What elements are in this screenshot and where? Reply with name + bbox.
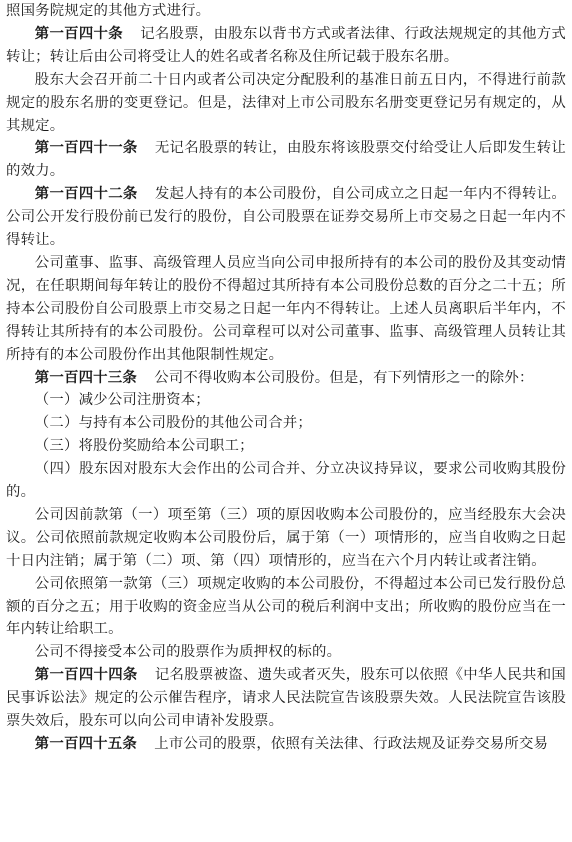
article-text: 记名股票，由股东以背书方式或者法律、行政法规规定的其他方式转让；转让后由公司将受让人的姓名或者名称及住所记载于股东名册。 — [6, 25, 566, 65]
article-text: 上市公司的股票，依照有关法律、行政法规及证券交易所交易 — [154, 736, 549, 752]
list-item-text: （二）与持有本公司股份的其他公司合并； — [34, 415, 313, 432]
list-item — [6, 458, 566, 504]
article-text: 记名股票被盗、遗失或者灭失，股东可以依照《中华人民共和国民事诉讼法》规定的公示催告程序，请求人民法院宣告该股票失效。人民法院宣告该股票失效后，股东可以向公司申请补发股票。 — [6, 667, 566, 730]
article-143 — [6, 367, 566, 390]
article-142 — [6, 183, 566, 252]
paragraph-body — [6, 573, 566, 642]
paragraph-body — [6, 641, 566, 664]
article-number: 第一百四十条 — [34, 25, 123, 42]
list-item — [6, 412, 566, 435]
paragraph-body — [6, 504, 566, 573]
paragraph-text: 公司依照第一款第（三）项规定收购的本公司股份，不得超过本公司已发行股份总额的百分之五；用于收购的资金应当从公司的税后利润中支出；所收购的股份应当在一年内转让给职工。 — [6, 575, 566, 638]
paragraph-text: 公司董事、监事、高级管理人员应当向公司申报所持有的本公司的股份及其变动情况，在任职期间每年转让的股份不得超过其所持有本公司股份总数的百分之二十五；所持本公司股份自公司股票上市交易之日起一年内不得转让。上述人员离职后半年内，不得转让其所持有的本公司股份。公司章程可以对公司董事、监事、高级管理人员转让其所持有的本公司股份作出其他限制性规定。 — [6, 254, 566, 363]
list-item-text: （一）减少公司注册资本； — [34, 392, 210, 409]
paragraph-text: 照国务院规定的其他方式进行。 — [6, 3, 211, 19]
article-145 — [6, 733, 566, 756]
article-number: 第一百四十一条 — [34, 140, 138, 157]
article-number: 第一百四十五条 — [34, 736, 137, 752]
paragraph-text: 公司因前款第（一）项至第（三）项的原因收购本公司股份的，应当经股东大会决议。公司依照前款规定收购本公司股份后，属于第（一）项情形的，应当自收购之日起十日内注销；属于第（二）项、第（四）项情形的，应当在六个月内转让或者注销。 — [6, 506, 566, 569]
article-text: 公司不得收购本公司股份。但是，有下列情形之一的除外： — [154, 369, 534, 386]
list-item — [6, 435, 566, 458]
article-text: 无记名股票的转让，由股东将该股票交付给受让人后即发生转让的效力。 — [6, 140, 566, 180]
paragraph-text: 公司不得接受本公司的股票作为质押权的标的。 — [34, 644, 342, 661]
article-number: 第一百四十二条 — [34, 186, 138, 203]
article-number: 第一百四十三条 — [34, 369, 137, 386]
document-page — [6, 0, 566, 756]
article-text: 发起人持有的本公司股份，自公司成立之日起一年内不得转让。公司公开发行股份前已发行的股份，自公司股票在证券交易所上市交易之日起一年内不得转让。 — [6, 186, 566, 249]
article-140 — [6, 23, 566, 69]
paragraph-body — [6, 252, 566, 367]
paragraph-body — [6, 69, 566, 138]
paragraph-text: 股东大会召开前二十日内或者公司决定分配股利的基准日前五日内，不得进行前款规定的股东名册的变更登记。但是，法律对上市公司股东名册变更登记另有规定的，从其规定。 — [6, 71, 566, 134]
article-number: 第一百四十四条 — [34, 667, 138, 684]
list-item — [6, 389, 566, 412]
article-144 — [6, 664, 566, 733]
list-item-text: （四）股东因对股东大会作出的公司合并、分立决议持异议，要求公司收购其股份的。 — [6, 461, 566, 501]
paragraph-continuation — [6, 0, 566, 23]
list-item-text: （三）将股份奖励给本公司职工； — [34, 438, 254, 455]
article-141 — [6, 137, 566, 183]
